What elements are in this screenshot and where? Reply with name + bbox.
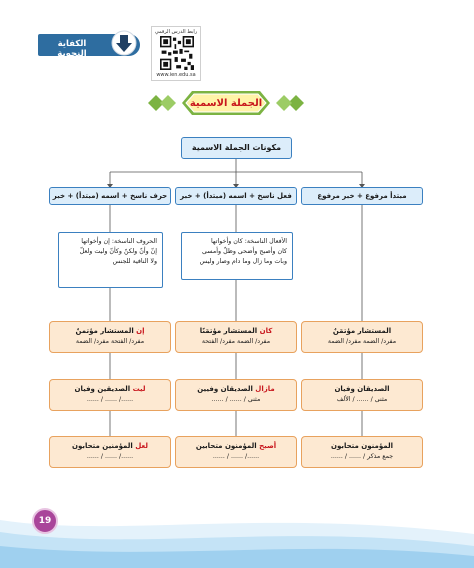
- qr-caption: رابط الدرس الرقمي: [154, 29, 198, 35]
- example-parsing: ....../ ...... / ......: [212, 453, 260, 460]
- example-keyword: مازال: [255, 385, 275, 393]
- example-sentence: المؤمنين متحابون: [71, 442, 136, 450]
- example-parsing: مثنى / ...... / ......: [211, 396, 261, 403]
- example-sentence: المؤمنون متحابون: [331, 442, 393, 450]
- example-card: [49, 321, 171, 353]
- page-title: الجملة الاسمية: [189, 98, 263, 109]
- diagram-root: مكونات الجملة الاسمية: [181, 137, 292, 159]
- example-card: [301, 379, 423, 411]
- example-parsing: مفرد/ الضمة مفرد/ الفتحة: [201, 338, 271, 345]
- example-sentence: المؤمنون متحابين: [195, 442, 260, 450]
- example-parsing: مفرد/ الضمة مفرد/ الضمة: [327, 338, 397, 345]
- definition-verb-abrogators: الأفعال الناسخة: كان وأخواتها كان وأصبح وأضحى وظلّ وأمسى وبات وما زال وما دام وصار وليس: [181, 232, 293, 280]
- example-parsing: جمع مذكر / ...... / ......: [330, 453, 394, 460]
- example-sentence: المستشار مؤتمنٌ: [75, 327, 137, 335]
- page-number: 19: [32, 508, 58, 534]
- example-keyword: أصبح: [259, 442, 277, 450]
- footer-wave: [0, 490, 474, 568]
- example-keyword: ليت: [132, 385, 146, 393]
- example-parsing: مفرد/ الفتحة مفرد/ الضمة: [75, 338, 145, 345]
- example-sentence: المستشار مؤتمَنٌ: [332, 327, 392, 335]
- column-header-nominal: مبتدأ مرفوع + خبر مرفوع: [301, 187, 423, 205]
- example-keyword: كان: [259, 327, 273, 335]
- example-sentence: الصديقان وفيين: [197, 385, 256, 393]
- example-card: [301, 321, 423, 353]
- example-parsing: ....../ ...... / ......: [86, 453, 134, 460]
- skill-label: الكفاية النحوية: [57, 39, 87, 59]
- example-card: [49, 379, 171, 411]
- qr-url: www.ien.edu.sa: [156, 72, 196, 78]
- example-parsing: مثنى / ...... / الألف: [336, 396, 388, 403]
- definition-particle-abrogators: الحروف الناسخة: إن وأخواتها إنّ وأنّ ولكنّ وكأنّ وليت ولعلّ ولا النافية للجنس: [58, 232, 163, 288]
- example-card: [301, 436, 423, 468]
- example-keyword: لعل: [135, 442, 149, 450]
- example-card: [175, 321, 297, 353]
- example-sentence: الصديقين وفيان: [74, 385, 133, 393]
- example-parsing: ....../ ...... / ......: [86, 396, 134, 403]
- example-card: [175, 379, 297, 411]
- column-header-verb-abrogator: فعل ناسخ + اسمه (مبتدأ) + خبر: [175, 187, 297, 205]
- example-sentence: المستشار مؤتمَنًا: [199, 327, 260, 335]
- example-keyword: إن: [136, 327, 145, 335]
- example-sentence: الصديقان وفيان: [334, 385, 390, 393]
- example-card: [175, 436, 297, 468]
- example-card: [49, 436, 171, 468]
- column-header-particle-abrogator: حرف ناسخ + اسمه (مبتدأ) + خبر: [49, 187, 171, 205]
